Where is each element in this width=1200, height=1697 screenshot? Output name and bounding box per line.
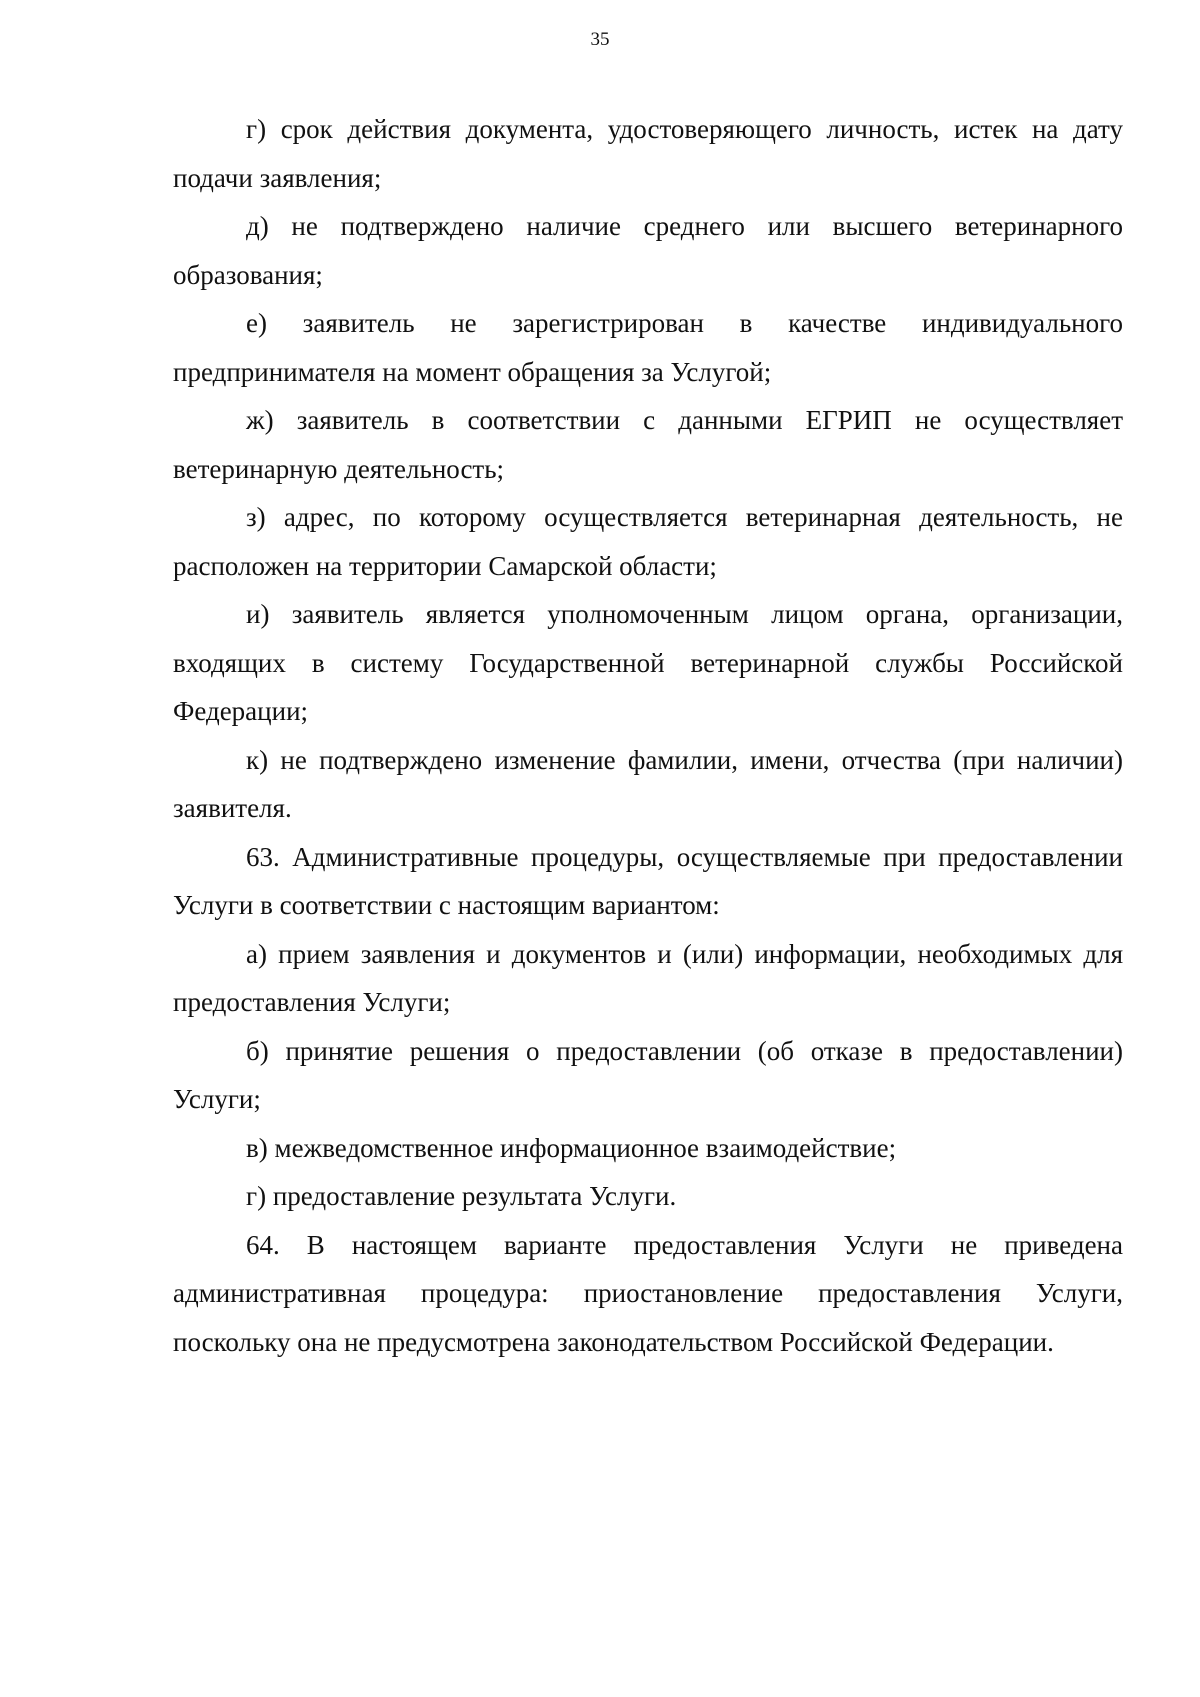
paragraph-63-administrative-procedures: 63. Административные процедуры, осуществляемые при предоставлении Услуги в соответствии с настоящим вариантом: xyxy=(173,841,1123,920)
paragraph-64-suspension-not-provided: 64. В настоящем варианте предоставления Услуги не приведена административная процедура: приостановление предоставления Услуги, поскольку она не предусмотрена законодательством Российской Федерации. xyxy=(173,1229,1123,1357)
document-body xyxy=(173,105,1123,1366)
paragraph-g-identity-document-expired: г) срок действия документа, удостоверяющего личность, истек на дату подачи заявления; xyxy=(173,114,1123,193)
paragraph-e-not-registered-entrepreneur: е) заявитель не зарегистрирован в качестве индивидуального предпринимателя на момент обращения за Услугой; xyxy=(173,308,1123,387)
paragraph-z-address-outside-region: з) адрес, по которому осуществляется ветеринарная деятельность, не расположен на территории Самарской области; xyxy=(173,502,1123,581)
paragraph-zh-no-veterinary-activity: ж) заявитель в соответствии с данными ЕГРИП не осуществляет ветеринарную деятельность; xyxy=(173,405,1123,484)
paragraph-d-education-not-confirmed: д) не подтверждено наличие среднего или высшего ветеринарного образования; xyxy=(173,211,1123,290)
paragraph-i-state-veterinary-service: и) заявитель является уполномоченным лицом органа, организации, входящих в систему Государственной ветеринарной службы Российской Федерации; xyxy=(173,599,1123,726)
paragraph-b-decision-making: б) принятие решения о предоставлении (об отказе в предоставлении) Услуги; xyxy=(173,1035,1123,1114)
paragraph-g-result-provision: г) предоставление результата Услуги. xyxy=(246,1181,677,1211)
paragraph-a-application-reception: а) прием заявления и документов и (или) информации, необходимых для предоставления Услуги; xyxy=(173,938,1123,1017)
paragraph-k-name-change-not-confirmed: к) не подтверждено изменение фамилии, имени, отчества (при наличии) заявителя. xyxy=(173,744,1123,823)
paragraph-v-interagency-interaction: в) межведомственное информационное взаимодействие; xyxy=(246,1132,897,1163)
page-number: 35 xyxy=(590,29,610,50)
